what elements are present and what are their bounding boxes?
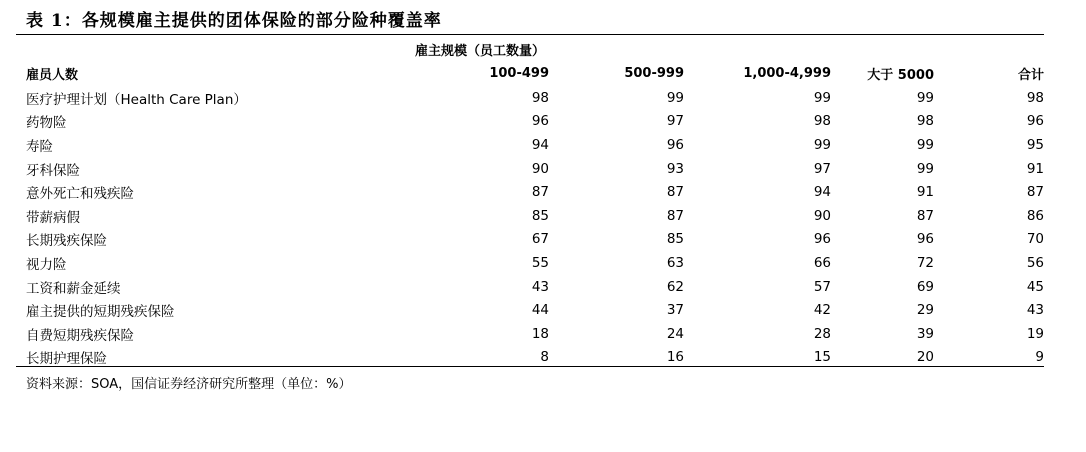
row-label: 带薪病假 (26, 209, 80, 226)
table-cell: 94 (531, 136, 549, 153)
table-cell: 56 (1026, 254, 1044, 271)
row-label: 工资和薪金延续 (26, 280, 121, 297)
table-cell: 55 (531, 254, 549, 271)
row-label: 药物险 (26, 115, 67, 132)
table-cell: 98 (813, 113, 831, 130)
top-rule (16, 34, 1044, 35)
table-cell: 96 (1026, 113, 1044, 130)
table-cell: 99 (666, 89, 684, 106)
table-cell: 87 (1026, 184, 1044, 201)
table-row (16, 204, 1044, 228)
table-row (16, 157, 1044, 181)
table-cell: 98 (1026, 89, 1044, 106)
table-cell: 45 (1026, 278, 1044, 295)
table-title: 表 1：各规模雇主提供的团体保险的部分险种覆盖率 (26, 11, 442, 31)
table-cell: 97 (813, 160, 831, 177)
table-cell: 99 (916, 89, 934, 106)
column-header: 1,000-4,999 (743, 65, 831, 81)
table-cell: 96 (666, 136, 684, 153)
table-cell: 67 (531, 231, 549, 248)
column-header: 100-499 (489, 65, 549, 81)
table-row (16, 298, 1044, 322)
table-cell: 66 (813, 254, 831, 271)
table-cell: 16 (666, 349, 684, 366)
table-cell: 37 (666, 302, 684, 319)
group-header-row (16, 38, 1044, 60)
row-header: 雇员人数 (26, 67, 79, 83)
table-cell: 87 (666, 184, 684, 201)
table-cell: 44 (531, 302, 549, 319)
table-row (16, 275, 1044, 299)
table-cell: 87 (531, 184, 549, 201)
table-cell: 99 (916, 160, 934, 177)
table-cell: 15 (813, 349, 831, 366)
group-header: 雇主规模（员工数量） (414, 43, 545, 59)
column-header: 合计 (1017, 67, 1044, 83)
table-cell: 43 (1026, 302, 1044, 319)
table-cell: 57 (813, 278, 831, 295)
table-row (16, 180, 1044, 204)
table-cell: 95 (1026, 136, 1044, 153)
table-cell: 28 (813, 325, 831, 342)
table-cell: 69 (916, 278, 934, 295)
row-label: 牙科保险 (26, 162, 80, 179)
row-label: 医疗护理计划（Health Care Plan） (26, 91, 247, 108)
table-cell: 98 (531, 89, 549, 106)
table-cell: 8 (540, 349, 549, 366)
table-cell: 72 (916, 254, 934, 271)
column-header-row (16, 60, 1044, 86)
table-cell: 99 (813, 89, 831, 106)
coverage-table (16, 38, 1044, 369)
table-row (16, 86, 1044, 110)
table-cell: 99 (813, 136, 831, 153)
table-cell: 63 (666, 254, 684, 271)
table-cell: 85 (531, 207, 549, 224)
column-header: 500-999 (624, 65, 684, 81)
table-cell: 39 (916, 325, 934, 342)
table-cell: 70 (1026, 231, 1044, 248)
table-row (16, 251, 1044, 275)
table-cell: 19 (1026, 325, 1044, 342)
row-label: 意外死亡和残疾险 (26, 186, 134, 203)
table-cell: 24 (666, 325, 684, 342)
table-cell: 96 (813, 231, 831, 248)
table-cell: 94 (813, 184, 831, 201)
table-row (16, 133, 1044, 157)
table-cell: 99 (916, 136, 934, 153)
table-cell: 98 (916, 113, 934, 130)
row-label: 雇主提供的短期残疾保险 (26, 304, 175, 321)
table-cell: 96 (916, 231, 934, 248)
table-row (16, 110, 1044, 134)
table-cell: 20 (916, 349, 934, 366)
bottom-rule (16, 366, 1044, 367)
table-cell: 87 (916, 207, 934, 224)
table-cell: 96 (531, 113, 549, 130)
table-cell: 9 (1035, 349, 1044, 366)
row-label: 视力险 (26, 256, 67, 273)
row-label: 自费短期残疾保险 (26, 327, 134, 344)
table-cell: 90 (531, 160, 549, 177)
table-cell: 62 (666, 278, 684, 295)
table-cell: 18 (531, 325, 549, 342)
row-label: 长期残疾保险 (26, 233, 107, 250)
table-cell: 93 (666, 160, 684, 177)
table-cell: 85 (666, 231, 684, 248)
row-label: 长期护理保险 (26, 351, 107, 368)
table-cell: 42 (813, 302, 831, 319)
column-header: 大于 5000 (867, 67, 934, 83)
table-row (16, 322, 1044, 346)
table-row (16, 228, 1044, 252)
table-cell: 91 (916, 184, 934, 201)
table-cell: 97 (666, 113, 684, 130)
row-label: 寿险 (26, 138, 53, 155)
table-cell: 43 (531, 278, 549, 295)
source-note: 资料来源：SOA，国信证券经济研究所整理（单位：%） (26, 377, 352, 392)
table-cell: 90 (813, 207, 831, 224)
table-cell: 29 (916, 302, 934, 319)
table-cell: 87 (666, 207, 684, 224)
table-cell: 86 (1026, 207, 1044, 224)
table-cell: 91 (1026, 160, 1044, 177)
